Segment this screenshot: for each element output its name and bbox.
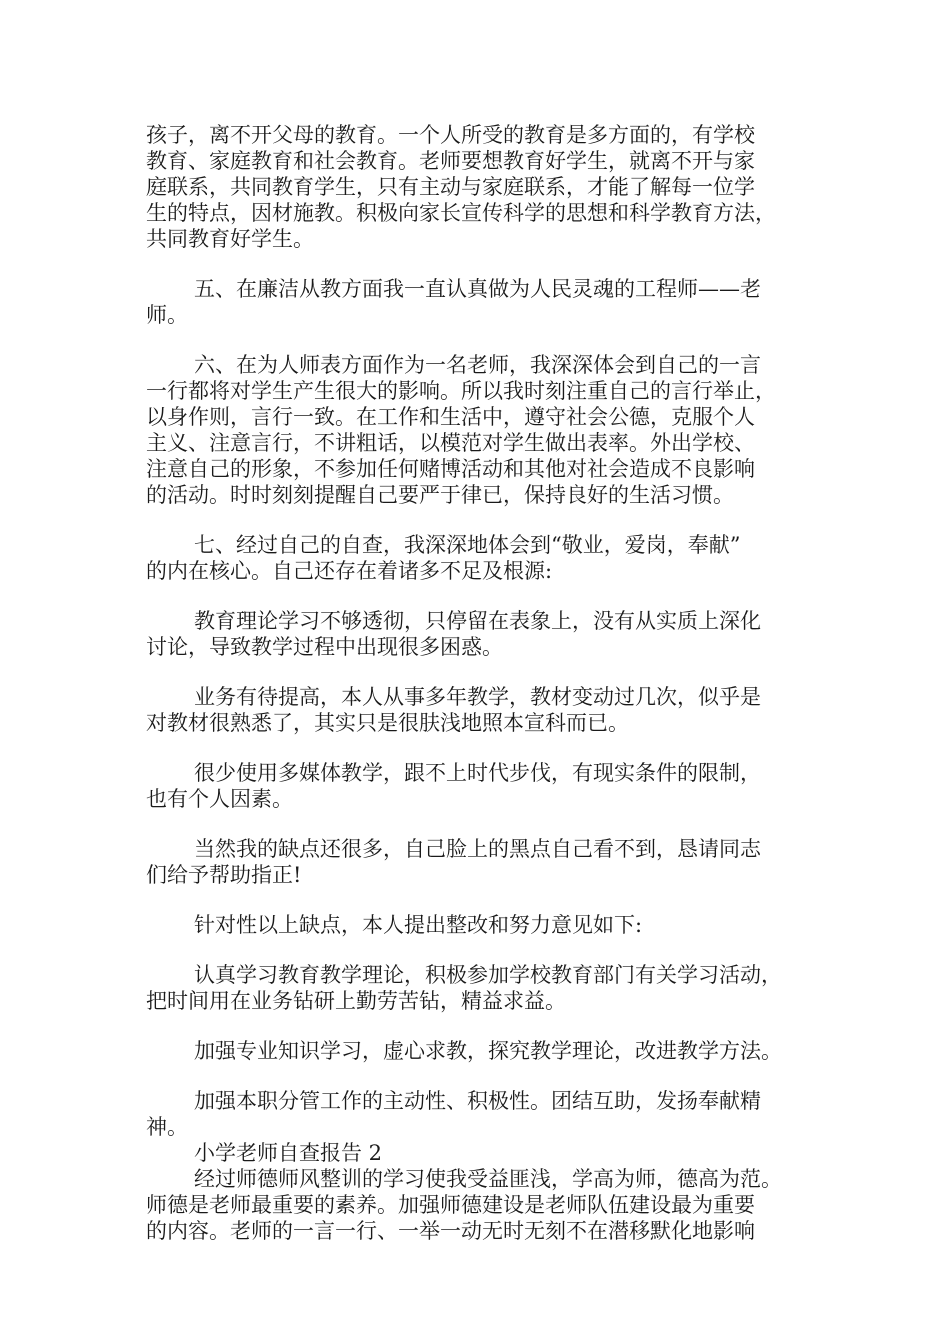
paragraph-9: 针对性以上缺点，本人提出整改和努力意见如下: [194, 913, 643, 937]
paragraph-12: 加强本职分管工作的主动性、积极性。团结互助，发扬奉献精 神。 [146, 1089, 761, 1139]
paragraph-6: 业务有待提高，本人从事多年教学，教材变动过几次，似乎是 对教材很熟悉了，其实只是很肤浅地照本宣科而已。 [146, 685, 761, 735]
paragraph-7: 很少使用多媒体教学，跟不上时代步伐，有现实条件的限制， 也有个人因素。 [146, 761, 761, 811]
document-page [146, 122, 811, 1244]
section-title: 小学老师自查报告 2 [194, 1141, 383, 1165]
paragraph-5: 教育理论学习不够透彻，只停留在表象上，没有从实质上深化 讨论，导致教学过程中出现很多困惑。 [146, 609, 761, 659]
paragraph-8: 当然我的缺点还很多，自己脸上的黑点自己看不到，恳请同志 们给予帮助指正! [146, 837, 761, 887]
paragraph-10: 认真学习教育教学理论，积极参加学校教育部门有关学习活动， 把时间用在业务钻研上勤劳苦钻，精益求益。 [146, 963, 782, 1013]
paragraph-1: 孩子，离不开父母的教育。一个人所受的教育是多方面的，有学校 教育、家庭教育和社会教育。老师要想教育好学生，就离不开与家 庭联系，共同教育学生，只有主动与家庭联系，才能了解每一位学 生的特点，因材施教。积极向家长宣传科学的思想和科学教育方法， 共同教育好学生。 [146, 123, 776, 251]
paragraph-11: 加强专业知识学习，虚心求教，探究教学理论，改进教学方法。 [194, 1039, 782, 1063]
paragraph-3: 六、在为人师表方面作为一名老师，我深深体会到自己的一言 一行都将对学生产生很大的影响。所以我时刻注重自己的言行举止， 以身作则，言行一致。在工作和生活中，遵守社会公德，克服个人 主义、注意言行，不讲粗话，以模范对学生做出表率。外出学校、 注意自己的形象，不参加任何赌博活动和其他对社会造成不良影响 的活动。时时刻刻提醒自己要严于律已，保持良好的生活习惯。 [146, 353, 776, 507]
paragraph-2: 五、在廉洁从教方面我一直认真做为人民灵魂的工程师——老 师。 [146, 277, 761, 327]
paragraph-4: 七、经过自己的自查，我深深地体会到“敬业，爱岗，奉献” 的内在核心。自己还存在着诸多不足及根源: [146, 533, 741, 583]
final-paragraph: 经过师德师风整训的学习使我受益匪浅，学高为师，德高为范。 师德是老师最重要的素养。加强师德建设是老师队伍建设最为重要 的内容。老师的一言一行、一举一动无时无刻不在潜移默化地影响 [146, 1167, 782, 1243]
